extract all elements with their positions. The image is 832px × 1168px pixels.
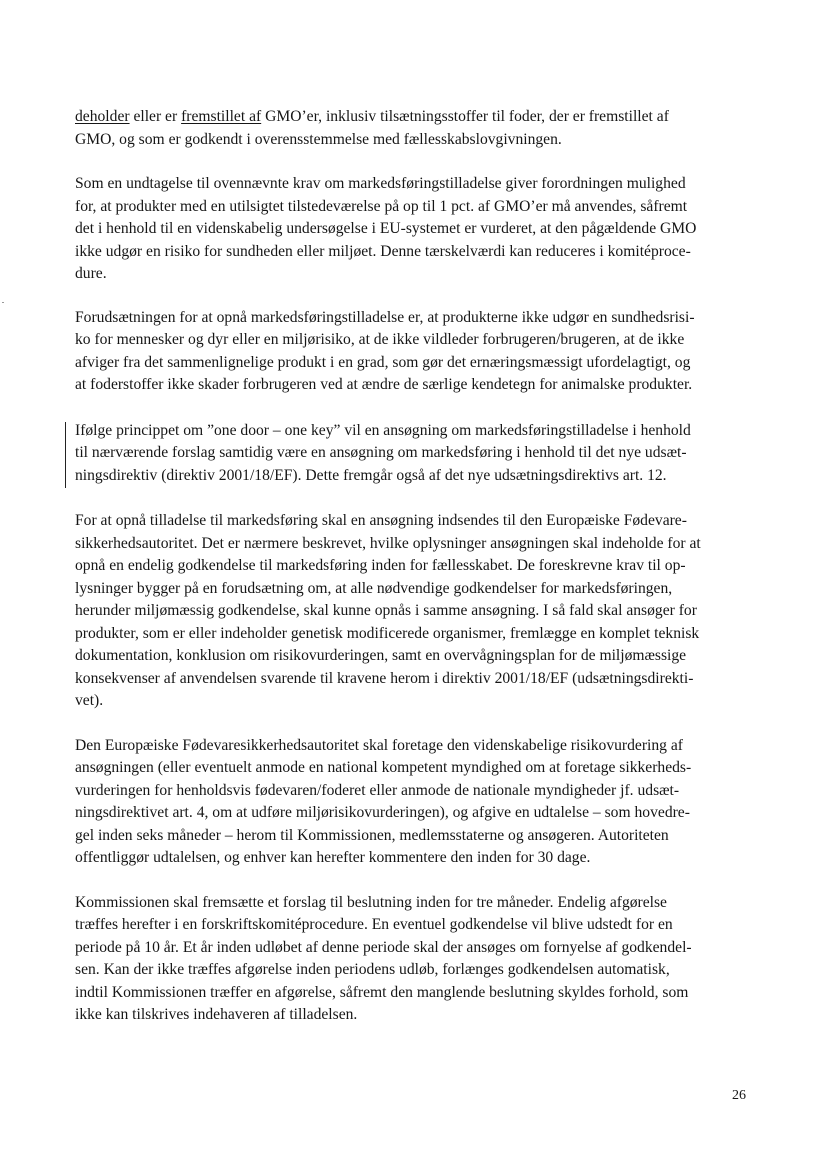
paragraph-4	[75, 420, 755, 488]
paragraph-1-line-2: GMO, og som er godkendt i overensstemmelse med fællesskabslovgivningen.	[75, 130, 562, 148]
underlined-term-fremstillet-af: fremstillet af	[181, 108, 262, 125]
paragraph-line: ningsdirektiv (direktiv 2001/18/EF). Dette fremgår også af det nye udsætningsdirektivs art. 12.	[75, 466, 667, 484]
paragraph-line: Den Europæiske Fødevaresikkerhedsautoritet skal foretage den videnskabelige risikovurdering af	[75, 736, 683, 754]
paragraph-line: produkter, som er eller indeholder genetisk modificerede organismer, fremlægge en komplet teknisk	[75, 624, 700, 642]
revision-change-bar	[65, 422, 66, 488]
paragraph-3	[75, 307, 755, 397]
paragraph-line: lysninger bygger på en forudsætning om, at alle nødvendige godkendelser for markedsføringen,	[75, 579, 673, 597]
document-body	[75, 106, 755, 1049]
paragraph-line: vet).	[75, 692, 104, 709]
paragraph-line: sikkerhedsautoritet. Det er nærmere beskrevet, hvilke oplysninger ansøgningen skal indeholde for at	[75, 534, 701, 552]
paragraph-line: afviger fra det sammenlignelige produkt i en grad, som gør det ernæringsmæssigt ufordelagtigt, og	[75, 353, 691, 371]
paragraph-line: vurderingen for henholdsvis fødevaren/foderet eller anmode de nationale myndigheder jf. udsæt-	[75, 781, 680, 799]
paragraph-1-line-1: deholder eller er fremstillet af GMO’er, inklusiv tilsætningsstoffer til foder, der er fremstillet af	[75, 108, 669, 125]
paragraph-line: ansøgningen (eller eventuelt anmode en national kompetent myndighed om at foretage sikkerheds-	[75, 759, 692, 776]
paragraph-line: dure.	[75, 265, 107, 282]
paragraph-1	[75, 106, 755, 151]
paragraph-line: til nærværende forslag samtidig være en ansøgning om markedsføring i henhold til det nye udsæt-	[75, 444, 687, 461]
paragraph-6	[75, 735, 755, 870]
paragraph-line: Ifølge princippet om ”one door – one key” vil en ansøgning om markedsføringstilladelse i henhold	[75, 421, 691, 439]
scan-edge-mark	[2, 302, 4, 303]
paragraph-line: ko for mennesker og dyr eller en miljørisiko, at de ikke vildleder forbrugeren/brugeren, at de ikke	[75, 331, 685, 348]
paragraph-line: herunder miljømæssig godkendelse, skal kunne opnås i samme ansøgning. I så fald skal ansøger for	[75, 602, 697, 619]
underlined-term-deholder: deholder	[75, 108, 130, 125]
paragraph-5	[75, 510, 755, 713]
paragraph-line: periode på 10 år. Et år inden udløbet af denne periode skal der ansøges om fornyelse af godkendel-	[75, 938, 692, 956]
paragraph-line: sen. Kan der ikke træffes afgørelse inden periodens udløb, forlænges godkendelsen automatisk,	[75, 961, 670, 978]
paragraph-7	[75, 892, 755, 1027]
page-number: 26	[732, 1088, 746, 1103]
paragraph-line: at foderstoffer ikke skader forbrugeren ved at ændre de særlige kendetegn for animalske produkter.	[75, 376, 693, 393]
paragraph-line: ikke kan tilskrives indehaveren af tilladelsen.	[75, 1006, 358, 1023]
paragraph-line: ningsdirektivet art. 4, om at udføre miljørisikovurderingen), og afgive en udtalelse – som hovedre-	[75, 804, 690, 821]
paragraph-line: indtil Kommissionen træffer en afgørelse, såfremt den manglende beslutning skyldes forhold, som	[75, 983, 689, 1001]
paragraph-line: Forudsætningen for at opnå markedsføringstilladelse er, at produkterne ikke udgør en sundhedsrisi-	[75, 308, 695, 326]
paragraph-line: dokumentation, konklusion om risikovurderingen, samt en overvågningsplan for de miljømæssige	[75, 647, 687, 664]
paragraph-line: gel inden seks måneder – herom til Kommissionen, medlemsstaterne og ansøgeren. Autoriteten	[75, 826, 669, 844]
paragraph-line: ikke udgør en risiko for sundheden eller miljøet. Denne tærskelværdi kan reduceres i komitéproce-	[75, 242, 691, 260]
paragraph-line: for, at produkter med en utilsigtet tilstedeværelse på op til 1 pct. af GMO’er må anvendes, såfremt	[75, 197, 688, 215]
paragraph-line: Kommissionen skal fremsætte et forslag til beslutning inden for tre måneder. Endelig afgørelse	[75, 893, 667, 911]
paragraph-2	[75, 173, 755, 286]
paragraph-line: træffes herefter i en forskriftskomitéprocedure. En eventuel godkendelse vil blive udstedt for en	[75, 916, 673, 933]
paragraph-line: Som en undtagelse til ovennævnte krav om markedsføringstilladelse giver forordningen mulighed	[75, 175, 686, 192]
paragraph-line: offentliggør udtalelsen, og enhver kan herefter kommentere den inden for 30 dage.	[75, 849, 591, 866]
paragraph-line: For at opnå tilladelse til markedsføring skal en ansøgning indsendes til den Europæiske Fødevare-	[75, 512, 687, 529]
paragraph-line: opnå en endelig godkendelse til markedsføring inden for fællesskabet. De foreskrevne krav til op-	[75, 557, 686, 574]
paragraph-line: det i henhold til en videnskabelig undersøgelse i EU-systemet er vurderet, at den pågældende GMO	[75, 220, 697, 237]
paragraph-line: konsekvenser af anvendelsen svarende til kravene herom i direktiv 2001/18/EF (udsætningsdirekti-	[75, 669, 694, 687]
